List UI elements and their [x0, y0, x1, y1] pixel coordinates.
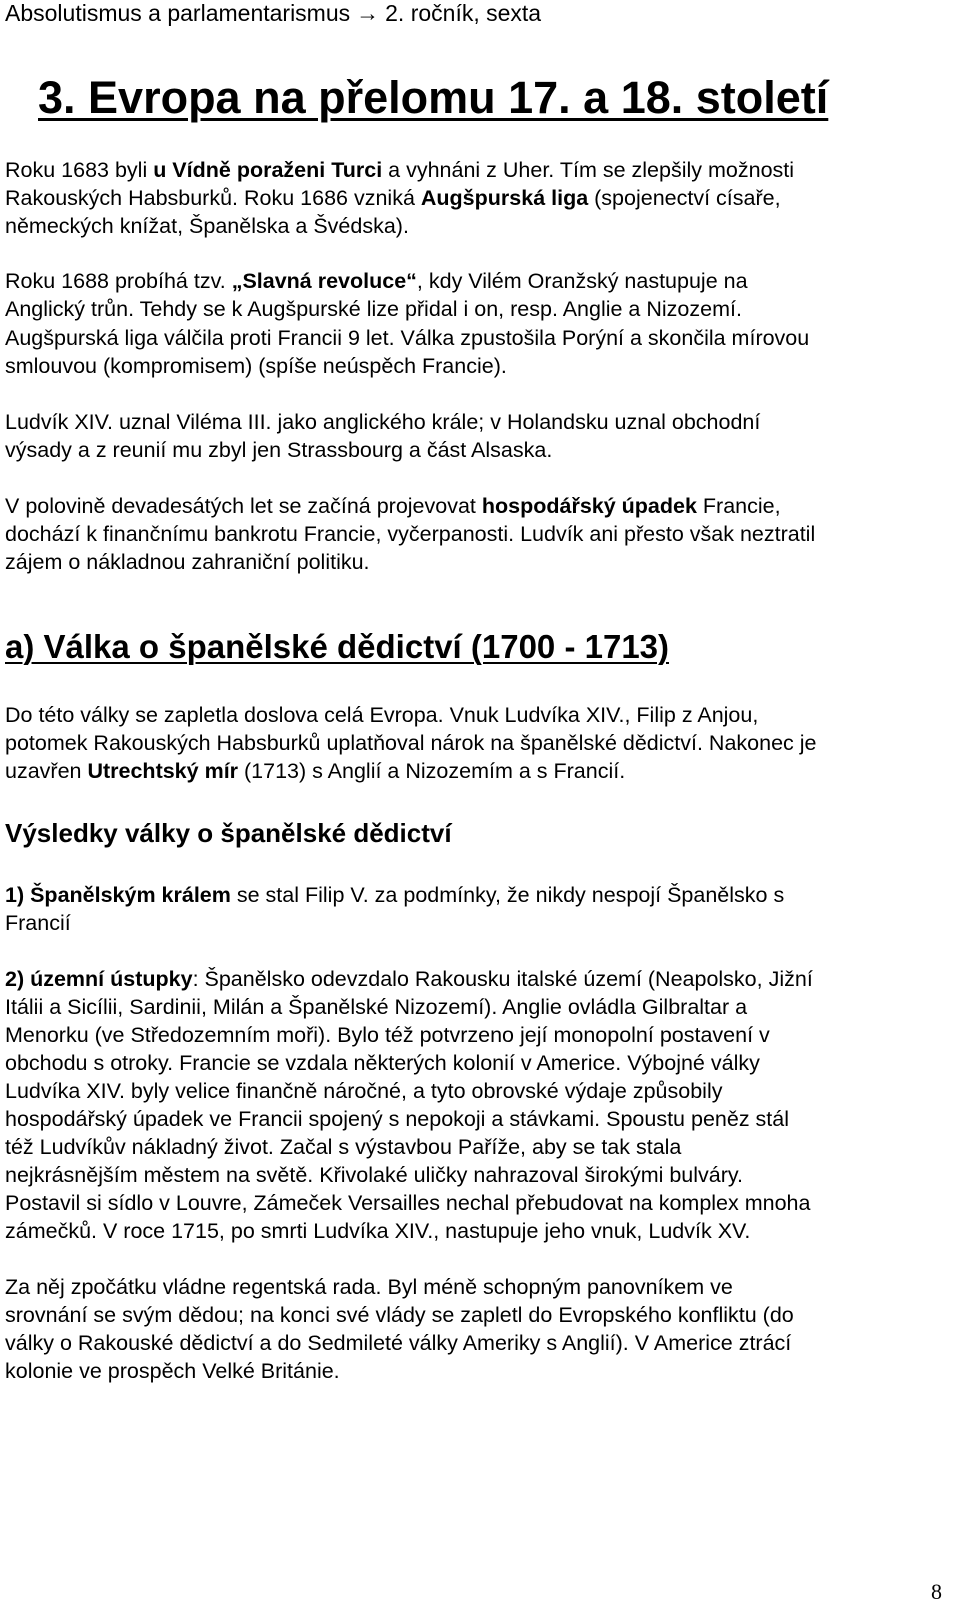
result-2-line-10: zámečků. V roce 1715, po smrti Ludvíka XIV., nastupuje jeho vnuk, Ludvík XV. — [5, 1219, 751, 1243]
paragraph-4-line-1 — [5, 491, 781, 521]
paragraph-2-line-2: Anglický trůn. Tehdy se k Augšpurské lize přidal i on, resp. Anglie a Nizozemí. — [5, 297, 742, 321]
bold-run: 1) Španělským králem — [5, 883, 231, 907]
header-class: 2. ročník, sexta — [385, 0, 542, 26]
paragraph-5-line-2: potomek Rakouských Habsburků uplatňoval nárok na španělské dědictví. Nakonec je — [5, 731, 817, 755]
bold-run: 2) územní ústupky — [5, 967, 193, 991]
result-1-line-1 — [5, 880, 784, 910]
result-2-line-3: Menorku (ve Středozemním moři). Bylo též potvrzeno její monopolní postavení v — [5, 1023, 770, 1047]
text-run: a vyhnáni z Uher. Tím se zlepšily možnosti — [382, 158, 795, 182]
paragraph-6-line-2: srovnání se svým dědou; na konci své vlády se zapletl do Evropského konfliktu (do — [5, 1303, 794, 1327]
bold-run: „Slavná revoluce“ — [231, 269, 417, 293]
paragraph-5-line-1: Do této války se zapletla doslova celá Evropa. Vnuk Ludvíka XIV., Filip z Anjou, — [5, 703, 759, 727]
running-header — [5, 0, 541, 28]
text-run: Rakouských Habsburků. Roku 1686 vzniká — [5, 186, 421, 210]
page-number: 8 — [931, 1579, 942, 1604]
text-run: V polovině devadesátých let se začíná projevovat — [5, 494, 482, 518]
paragraph-5-line-3 — [5, 756, 625, 786]
paragraph-2-line-1 — [5, 266, 748, 296]
text-run: uzavřen — [5, 759, 88, 783]
page-title: 3. Evropa na přelomu 17. a 18. století — [38, 72, 829, 123]
bold-run: Augšpurská liga — [420, 186, 589, 210]
section-heading: a) Válka o španělské dědictví (1700 - 1713) — [5, 628, 670, 665]
paragraph-4-line-3: zájem o nákladnou zahraniční politiku. — [5, 550, 370, 574]
paragraph-1-line-3: německých knížat, Španělska a Švédska). — [5, 214, 409, 238]
paragraph-4-line-2: dochází k finančnímu bankrotu Francie, vyčerpanosti. Ludvík ani přesto však neztratil — [5, 522, 816, 546]
result-2-line-8: nejkrásnějším městem na světě. Křivolaké uličky nahrazoval širokými bulváry. — [5, 1163, 744, 1187]
paragraph-6-line-1: Za něj zpočátku vládne regentská rada. Byl méně schopným panovníkem ve — [5, 1275, 733, 1299]
text-run: se stal Filip V. za podmínky, že nikdy nespojí Španělsko s — [230, 883, 785, 907]
result-2-line-4: obchodu s otroky. Francie se vzdala některých kolonií v Americe. Výbojné války — [5, 1051, 760, 1075]
paragraph-6-line-3: války o Rakouské dědictví a do Sedmileté války Ameriky s Anglií). V Americe ztrácí — [5, 1331, 792, 1355]
result-2-line-7: též Ludvíkův nákladný život. Začal s výstavbou Paříže, aby se tak stala — [5, 1135, 682, 1159]
result-2-line-6: hospodářský úpadek ve Francii spojený s nepokoji a stávkami. Spoustu peněz stál — [5, 1107, 789, 1131]
paragraph-1-line-2 — [5, 183, 781, 213]
paragraph-3-line-1: Ludvík XIV. uznal Viléma III. jako anglického krále; v Holandsku uznal obchodní — [5, 410, 761, 434]
text-run: Francie, — [696, 494, 781, 518]
result-1-line-2: Francií — [5, 911, 71, 935]
result-2-line-9: Postavil si sídlo v Louvre, Zámeček Versailles nechal přebudovat na komplex mnoha — [5, 1191, 811, 1215]
paragraph-2-line-4: smlouvou (kompromisem) (spíše neúspěch Francie). — [5, 354, 507, 378]
result-2-line-2: Itálii a Sicílii, Sardinii, Milán a Španělské Nizozemí). Anglie ovládla Gilbraltar a — [5, 995, 748, 1019]
text-run: Roku 1683 byli — [5, 158, 154, 182]
paragraph-3-line-2: výsady a z reunií mu zbyl jen Strassbourg a část Alsaska. — [5, 438, 553, 462]
text-run: : Španělsko odevzdalo Rakousku italské území (Neapolsko, Jižní — [192, 967, 813, 991]
paragraph-2-line-3: Augšpurská liga válčila proti Francii 9 let. Válka zpustošila Porýní a skončila mírovou — [5, 326, 810, 350]
paragraph-1-line-1 — [5, 155, 794, 185]
result-2-line-5: Ludvíka XIV. byly velice finančně náročné, a tyto obrovské výdaje způsobily — [5, 1079, 723, 1103]
header-subject: Absolutismus a parlamentarismus — [5, 0, 351, 26]
result-2-line-1 — [5, 964, 813, 994]
text-run: (1713) s Anglií a Nizozemím a s Francií. — [238, 759, 626, 783]
arrow-right-icon: → — [356, 0, 380, 26]
text-run: , kdy Vilém Oranžský nastupuje na — [416, 269, 748, 293]
bold-run: Utrechtský mír — [87, 759, 239, 783]
bold-run: hospodářský úpadek — [481, 494, 697, 518]
text-run: (spojenectví císaře, — [588, 186, 781, 210]
results-heading: Výsledky války o španělské dědictví — [5, 818, 452, 848]
text-run: Roku 1688 probíhá tzv. — [5, 269, 232, 293]
bold-run: u Vídně poraženi Turci — [153, 158, 383, 182]
paragraph-6-line-4: kolonie ve prospěch Velké Británie. — [5, 1359, 340, 1383]
